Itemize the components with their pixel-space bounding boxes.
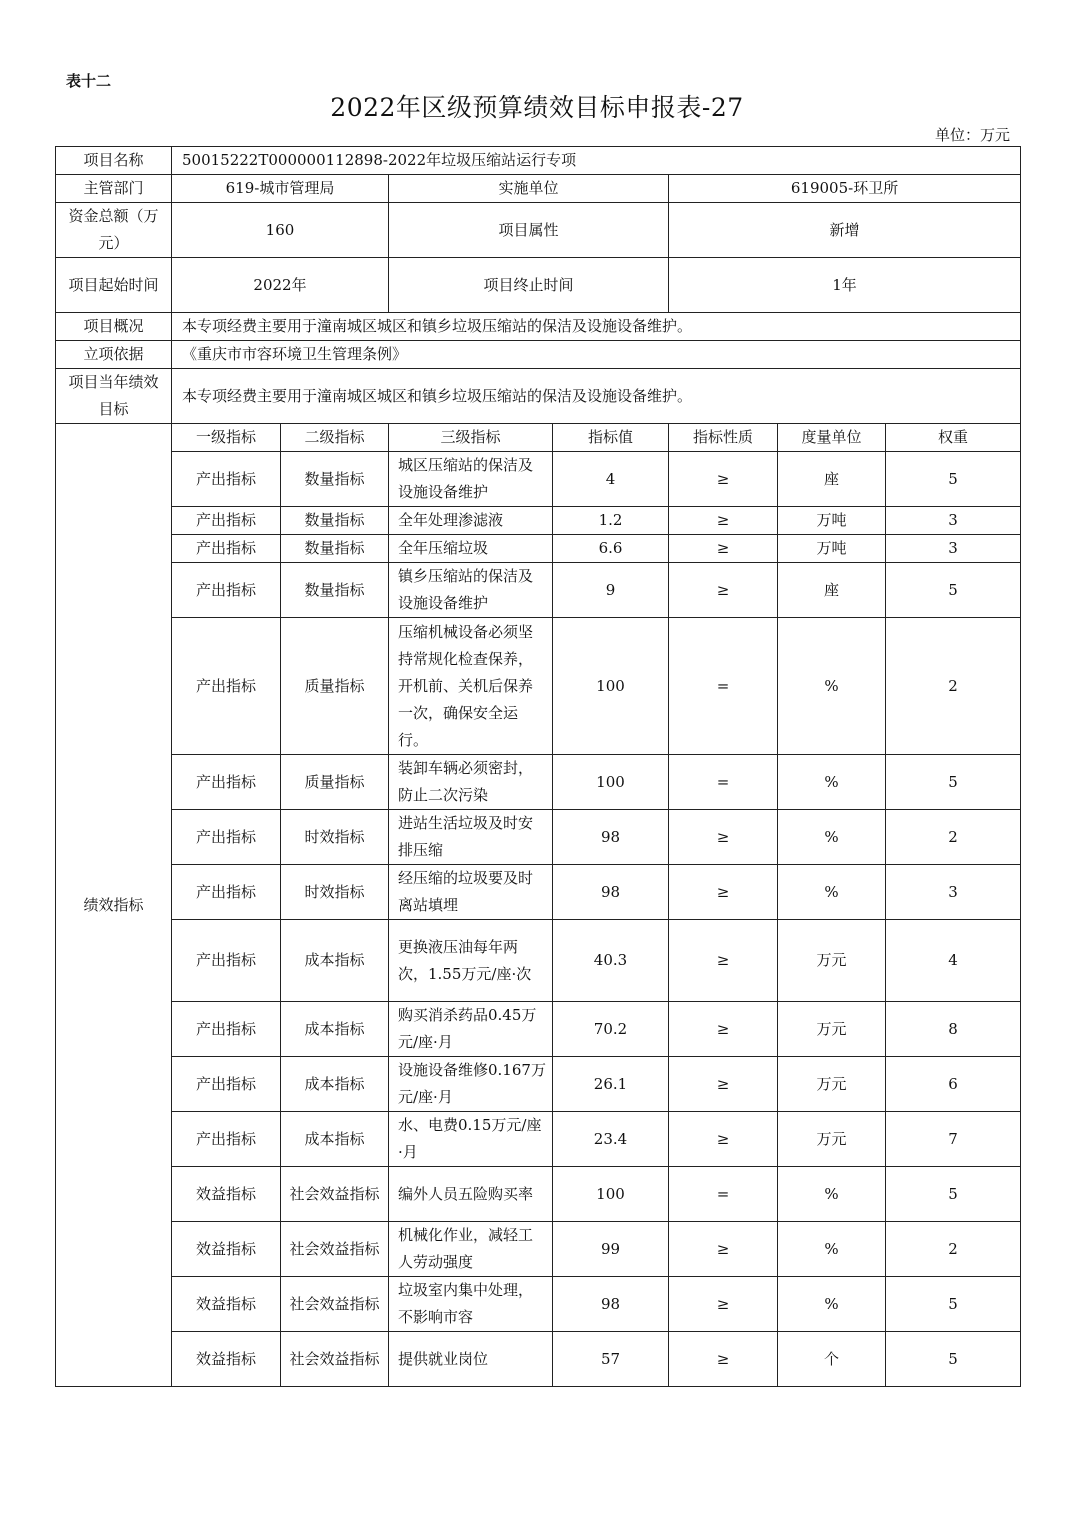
- basis-row: [56, 341, 1021, 369]
- end-time-label: 项目终止时间: [389, 258, 669, 313]
- row-level3: 水、电费0.15万元/座·月: [389, 1112, 553, 1167]
- budget-performance-table: [55, 146, 1021, 1387]
- row-unit: 万元: [778, 1057, 886, 1112]
- row-level2: 成本指标: [281, 1112, 389, 1167]
- header-value: 指标值: [553, 424, 669, 452]
- table-row: [56, 1057, 1021, 1112]
- row-level1: 产出指标: [172, 1057, 281, 1112]
- row-value: 23.4: [553, 1112, 669, 1167]
- row-nature: ≥: [669, 1057, 778, 1112]
- row-level1: 产出指标: [172, 1112, 281, 1167]
- row-level2: 成本指标: [281, 1057, 389, 1112]
- row-value: 99: [553, 1222, 669, 1277]
- row-value: 100: [553, 618, 669, 755]
- row-level1: 产出指标: [172, 1002, 281, 1057]
- row-level3: 购买消杀药品0.45万元/座·月: [389, 1002, 553, 1057]
- row-level3: 装卸车辆必须密封，防止二次污染: [389, 755, 553, 810]
- row-level2: 社会效益指标: [281, 1277, 389, 1332]
- time-row: [56, 258, 1021, 313]
- row-level3: 压缩机械设备必须坚持常规化检查保养，开机前、关机后保养一次，确保安全运行。: [389, 618, 553, 755]
- table-row: [56, 1167, 1021, 1222]
- row-nature: ≥: [669, 1332, 778, 1387]
- table-row: [56, 1332, 1021, 1387]
- row-value: 4: [553, 452, 669, 507]
- end-time-value: 1年: [669, 258, 1021, 313]
- table-row: [56, 810, 1021, 865]
- row-nature: ≥: [669, 1002, 778, 1057]
- department-label: 主管部门: [56, 175, 172, 203]
- row-level1: 产出指标: [172, 563, 281, 618]
- header-unit: 度量单位: [778, 424, 886, 452]
- row-weight: 5: [886, 1277, 1021, 1332]
- attribute-value: 新增: [669, 203, 1021, 258]
- row-value: 98: [553, 810, 669, 865]
- row-level3: 全年压缩垃圾: [389, 535, 553, 563]
- header-weight: 权重: [886, 424, 1021, 452]
- row-unit: %: [778, 1277, 886, 1332]
- row-unit: 万元: [778, 1002, 886, 1057]
- row-nature: ≥: [669, 452, 778, 507]
- impl-unit-value: 619005-环卫所: [669, 175, 1021, 203]
- overview-label: 项目概况: [56, 313, 172, 341]
- row-value: 57: [553, 1332, 669, 1387]
- row-value: 1.2: [553, 507, 669, 535]
- row-unit: %: [778, 1167, 886, 1222]
- total-funds-label: 资金总额（万元）: [56, 203, 172, 258]
- row-unit: %: [778, 755, 886, 810]
- header-level2: 二级指标: [281, 424, 389, 452]
- row-unit: 万吨: [778, 507, 886, 535]
- row-weight: 8: [886, 1002, 1021, 1057]
- unit-label: 单位：万元: [934, 126, 1010, 144]
- row-level3: 更换液压油每年两次，1.55万元/座·次: [389, 920, 553, 1002]
- header-level1: 一级指标: [172, 424, 281, 452]
- row-value: 40.3: [553, 920, 669, 1002]
- row-weight: 5: [886, 563, 1021, 618]
- basis-value: 《重庆市市容环境卫生管理条例》: [172, 341, 1021, 369]
- row-nature: =: [669, 755, 778, 810]
- row-level1: 效益指标: [172, 1332, 281, 1387]
- row-level3: 进站生活垃圾及时安排压缩: [389, 810, 553, 865]
- row-unit: 个: [778, 1332, 886, 1387]
- row-weight: 2: [886, 1222, 1021, 1277]
- table-row: [56, 563, 1021, 618]
- row-level3: 经压缩的垃圾要及时离站填埋: [389, 865, 553, 920]
- row-value: 70.2: [553, 1002, 669, 1057]
- goal-row: [56, 369, 1021, 424]
- row-level1: 产出指标: [172, 618, 281, 755]
- row-level2: 社会效益指标: [281, 1222, 389, 1277]
- goal-label: 项目当年绩效目标: [56, 369, 172, 424]
- overview-row: [56, 313, 1021, 341]
- row-unit: 万元: [778, 920, 886, 1002]
- project-name-value: 50015222T000000112898-2022年垃圾压缩站运行专项: [172, 147, 1021, 175]
- row-level1: 产出指标: [172, 452, 281, 507]
- row-level2: 社会效益指标: [281, 1332, 389, 1387]
- row-unit: %: [778, 865, 886, 920]
- row-weight: 5: [886, 452, 1021, 507]
- row-level3: 全年处理渗滤液: [389, 507, 553, 535]
- row-weight: 3: [886, 507, 1021, 535]
- row-weight: 2: [886, 810, 1021, 865]
- row-level2: 社会效益指标: [281, 1167, 389, 1222]
- table-row: [56, 865, 1021, 920]
- row-nature: ≥: [669, 563, 778, 618]
- row-value: 100: [553, 755, 669, 810]
- row-unit: 座: [778, 452, 886, 507]
- row-level2: 数量指标: [281, 452, 389, 507]
- row-nature: ≥: [669, 1222, 778, 1277]
- row-nature: ≥: [669, 535, 778, 563]
- row-level2: 成本指标: [281, 1002, 389, 1057]
- row-level1: 产出指标: [172, 810, 281, 865]
- table-row: [56, 535, 1021, 563]
- row-nature: ≥: [669, 920, 778, 1002]
- table-number-label: 表十二: [66, 72, 112, 90]
- total-funds-value: 160: [172, 203, 389, 258]
- row-level1: 效益指标: [172, 1167, 281, 1222]
- basis-label: 立项依据: [56, 341, 172, 369]
- row-level1: 产出指标: [172, 920, 281, 1002]
- row-unit: %: [778, 810, 886, 865]
- row-nature: ≥: [669, 1277, 778, 1332]
- row-level2: 质量指标: [281, 618, 389, 755]
- table-row: [56, 920, 1021, 1002]
- row-level1: 产出指标: [172, 535, 281, 563]
- row-weight: 3: [886, 865, 1021, 920]
- row-unit: %: [778, 1222, 886, 1277]
- row-level1: 效益指标: [172, 1277, 281, 1332]
- goal-value: 本专项经费主要用于潼南城区城区和镇乡垃圾压缩站的保洁及设施设备维护。: [172, 369, 1021, 424]
- performance-section-label: 绩效指标: [56, 424, 172, 1387]
- row-level3: 编外人员五险购买率: [389, 1167, 553, 1222]
- row-level1: 产出指标: [172, 755, 281, 810]
- row-weight: 5: [886, 755, 1021, 810]
- performance-header-row: [56, 424, 1021, 452]
- table-row: [56, 1112, 1021, 1167]
- row-value: 100: [553, 1167, 669, 1222]
- row-level3: 垃圾室内集中处理，不影响市容: [389, 1277, 553, 1332]
- row-nature: ≥: [669, 507, 778, 535]
- row-weight: 5: [886, 1167, 1021, 1222]
- attribute-label: 项目属性: [389, 203, 669, 258]
- table-row: [56, 1002, 1021, 1057]
- row-level1: 效益指标: [172, 1222, 281, 1277]
- row-level1: 产出指标: [172, 865, 281, 920]
- row-unit: 万吨: [778, 535, 886, 563]
- row-level2: 数量指标: [281, 563, 389, 618]
- table-row: [56, 1277, 1021, 1332]
- performance-section: [56, 424, 1021, 1387]
- row-level3: 提供就业岗位: [389, 1332, 553, 1387]
- row-value: 98: [553, 1277, 669, 1332]
- impl-unit-label: 实施单位: [389, 175, 669, 203]
- department-value: 619-城市管理局: [172, 175, 389, 203]
- row-weight: 6: [886, 1057, 1021, 1112]
- row-weight: 5: [886, 1332, 1021, 1387]
- row-level2: 成本指标: [281, 920, 389, 1002]
- row-level3: 镇乡压缩站的保洁及设施设备维护: [389, 563, 553, 618]
- row-level1: 产出指标: [172, 507, 281, 535]
- header-level3: 三级指标: [389, 424, 553, 452]
- row-level3: 设施设备维修0.167万元/座·月: [389, 1057, 553, 1112]
- project-name-row: [56, 147, 1021, 175]
- table-row: [56, 755, 1021, 810]
- row-nature: ≥: [669, 865, 778, 920]
- row-value: 6.6: [553, 535, 669, 563]
- table-row: [56, 452, 1021, 507]
- table-row: [56, 618, 1021, 755]
- row-nature: ≥: [669, 1112, 778, 1167]
- row-value: 98: [553, 865, 669, 920]
- header-nature: 指标性质: [669, 424, 778, 452]
- row-weight: 3: [886, 535, 1021, 563]
- row-level3: 机械化作业，减轻工人劳动强度: [389, 1222, 553, 1277]
- row-level3: 城区压缩站的保洁及设施设备维护: [389, 452, 553, 507]
- row-value: 26.1: [553, 1057, 669, 1112]
- row-weight: 7: [886, 1112, 1021, 1167]
- row-level2: 时效指标: [281, 865, 389, 920]
- department-row: [56, 175, 1021, 203]
- row-nature: =: [669, 618, 778, 755]
- start-time-value: 2022年: [172, 258, 389, 313]
- row-unit: 座: [778, 563, 886, 618]
- row-weight: 2: [886, 618, 1021, 755]
- funds-row: [56, 203, 1021, 258]
- row-weight: 4: [886, 920, 1021, 1002]
- row-unit: 万元: [778, 1112, 886, 1167]
- row-level2: 质量指标: [281, 755, 389, 810]
- row-level2: 数量指标: [281, 535, 389, 563]
- document-title: 2022年区级预算绩效目标申报表-27: [330, 93, 744, 122]
- row-unit: %: [778, 618, 886, 755]
- project-name-label: 项目名称: [56, 147, 172, 175]
- row-level2: 数量指标: [281, 507, 389, 535]
- info-section: [56, 147, 1021, 424]
- start-time-label: 项目起始时间: [56, 258, 172, 313]
- row-level2: 时效指标: [281, 810, 389, 865]
- table-row: [56, 507, 1021, 535]
- row-value: 9: [553, 563, 669, 618]
- overview-value: 本专项经费主要用于潼南城区城区和镇乡垃圾压缩站的保洁及设施设备维护。: [172, 313, 1021, 341]
- row-nature: ≥: [669, 810, 778, 865]
- row-nature: =: [669, 1167, 778, 1222]
- table-row: [56, 1222, 1021, 1277]
